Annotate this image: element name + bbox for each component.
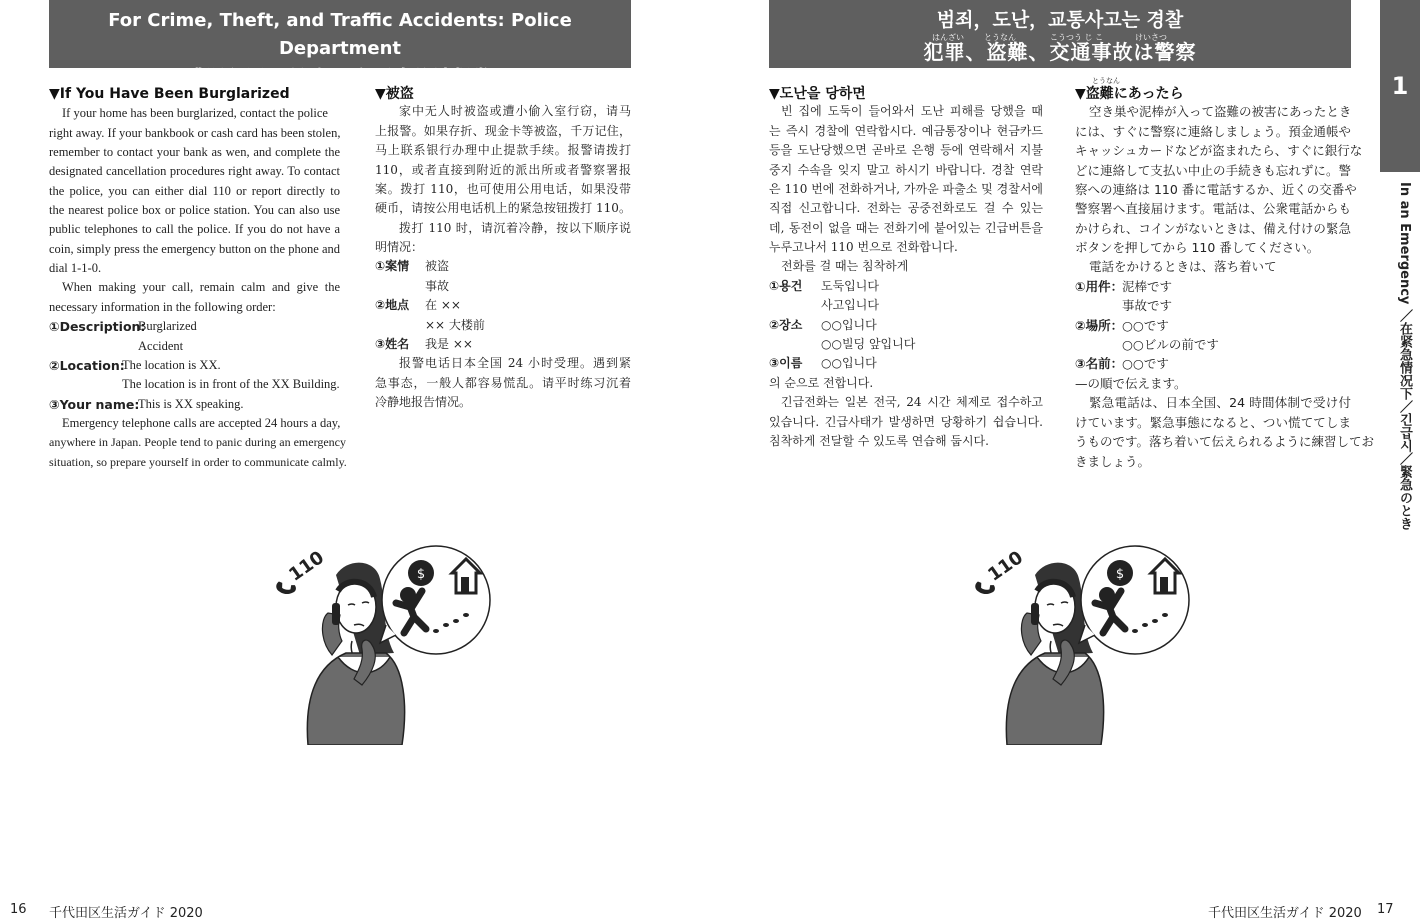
korean-heading: ▼도난을 당하면 (769, 86, 866, 102)
english-item-label: ②Location: (49, 358, 125, 373)
english-line: designated cancellation procedures right away. To contact (49, 164, 340, 178)
japanese-line: 緊急電話は、日本全国、24 時間体制で受け付 (1089, 395, 1351, 410)
korean-line: 은 110 번에 전화하거나, 가까운 파출소 및 경찰서에 (769, 182, 1043, 196)
english-item-value: Accident (138, 339, 184, 353)
japanese-line: うものです。落ち着いて伝えられるように練習してお (1075, 434, 1375, 449)
japanese-line: かけられ、コインがないときは、備え付けの緊急 (1075, 221, 1351, 236)
banner-title-korean: 범죄，도난，교통사고는 경찰 (936, 9, 1184, 31)
japanese-line: 電話をかけるときは、落ち着いて (1089, 259, 1277, 274)
english-item-label: ①Description: (49, 319, 146, 334)
japanese-item-value: ○○です (1122, 318, 1169, 333)
japanese-item-value: 事故です (1122, 298, 1173, 313)
chapter-number: 1 (1391, 72, 1409, 100)
korean-line: 빈 집에 도둑이 들어와서 도난 피해를 당했을 때 (781, 104, 1043, 118)
chinese-line: 案。拨打 110，也可使用公用电话，如果没带 (375, 182, 631, 196)
left-footer-title: 千代田区生活ガイド 2020 (49, 906, 203, 921)
english-line: When making your call, remain calm and give the (62, 280, 340, 294)
english-item-value: The location is XX. (122, 358, 221, 372)
japanese-item-value: ○○ビルの前です (1122, 337, 1219, 352)
korean-item-value: ○○입니다 (821, 356, 877, 370)
japanese-line: には、すぐに警察に連絡しましょう。預金通帳や (1075, 124, 1351, 139)
chapter-vertical-label: In an Emergency ／在紧急情况下／긴급시／緊急のとき (1397, 182, 1412, 530)
japanese-item-label: ①用件： (1075, 279, 1124, 294)
japanese-line: 空き巣や泥棒が入って盗難の被害にあったとき (1089, 104, 1352, 119)
korean-line: 의 순으로 전합니다. (769, 376, 874, 390)
japanese-heading-ruby: とうなん (1092, 77, 1120, 85)
korean-line: 긴급전화는 일본 전국, 24 시간 체제로 접수하고 (781, 395, 1043, 409)
right-banner (769, 0, 1351, 68)
english-line: the nearest police box or police station. You can also use (49, 203, 340, 217)
english-line: remember to contact your bank as wen, and complete the (49, 145, 340, 159)
english-heading: ▼If You Have Been Burglarized (49, 86, 290, 102)
korean-line: 누루고나서 110 번으로 전화합니다. (769, 240, 958, 254)
chinese-heading: ▼被盗 (375, 86, 414, 102)
korean-item-value: 사고입니다 (821, 298, 879, 312)
chinese-line: 明情况： (375, 240, 424, 254)
japanese-line: キャッシュカードなどが盗まれたら、すぐに銀行な (1075, 143, 1363, 158)
left-banner (49, 0, 631, 89)
japanese-line: ボタンを押してから 110 番してください。 (1075, 240, 1320, 255)
svg-text:$: $ (416, 567, 426, 582)
japanese-item-value: ○○です (1122, 356, 1169, 371)
chinese-line: 拨打 110 时，请沉着冷静，按以下顺序说 (399, 221, 631, 235)
chinese-line: 急事态，一般人都容易慌乱。请平时练习沉着 (375, 376, 631, 390)
left-page-number: 16 (10, 902, 27, 917)
korean-line: 침착하게 전달할 수 있도록 연습해 둡시다. (769, 434, 989, 448)
korean-line: 중지 수속을 잊지 말고 하시기 바랍니다. 경찰 연락 (769, 163, 1043, 177)
english-line: necessary information in the following order: (49, 300, 276, 314)
japanese-heading: ▼盗難にあったら (1075, 86, 1184, 102)
banner-ruby-1: はんざい (932, 33, 964, 42)
korean-item-label: ③이름 (769, 356, 803, 370)
chinese-line: 马上联系银行办理中止提款手续。报警请拨打 (375, 143, 631, 157)
japanese-line: 察への連絡は 110 番に電話するか、近くの交番や (1075, 182, 1357, 197)
chinese-line: 报警电话日本全国 24 小时受理。遇到紧 (399, 356, 631, 370)
chinese-line: 硬币，请按公用电话机上的紧急按钮拨打 110。 (375, 201, 631, 215)
korean-line: 데, 동전이 없을 때는 전화기에 붙어있는 긴급버튼을 (769, 221, 1043, 235)
svg-text:$: $ (1115, 567, 1125, 582)
chinese-line: 110，或者直接到附近的派出所或者警察署报 (375, 163, 631, 177)
english-line: situation, so prepare yourself in order to communicate calmly. (49, 455, 347, 469)
korean-item-label: ②장소 (769, 318, 803, 332)
korean-item-value: ○○입니다 (821, 318, 877, 332)
chinese-item-value: 在 ×× (425, 298, 461, 312)
right-footer-title: 千代田区生活ガイド 2020 (1208, 906, 1362, 921)
japanese-item-label: ③名前： (1075, 356, 1124, 371)
chinese-item-label: ②地点 (375, 298, 410, 312)
korean-line: 는 즉시 경찰에 연락합시다. 예금통장이나 현금카드 (769, 124, 1043, 138)
chinese-item-value: 我是 ×× (425, 337, 473, 351)
english-line: public telephones to call the police. If you do not have a (49, 222, 340, 236)
english-line: the police, you can either dial 110 or report directly to (49, 184, 340, 198)
woman-calling-police-image (268, 545, 508, 745)
japanese-line: どに連絡して支払い中止の手続きも忘れずに。警 (1075, 163, 1351, 178)
japanese-line: きましょう。 (1075, 454, 1151, 469)
korean-line: 전화를 걸 때는 침착하게 (781, 259, 909, 273)
woman-calling-police-image (967, 545, 1207, 745)
english-line: coin, simply press the emergency button on the phone and (49, 242, 340, 256)
call-number-text: 110 (984, 547, 1027, 586)
right-page-number: 17 (1377, 902, 1394, 917)
english-line: anywhere in Japan. People tend to panic during an emergency (49, 435, 347, 449)
japanese-line: けています。緊急事態になると、つい慌ててしま (1075, 415, 1351, 430)
english-line: dial 1-1-0. (49, 261, 102, 275)
phone-call-illustration (967, 545, 1207, 745)
banner-ruby-4: けいさつ (1135, 33, 1167, 42)
banner-title-japanese: 犯罪、盗難、交通事故は警察 (923, 40, 1197, 64)
chinese-item-value: ×× 大楼前 (425, 318, 485, 332)
korean-line: 직접 신고합니다. 전화는 공중전화로도 걸 수 있는 (769, 201, 1043, 215)
japanese-item-value: 泥棒です (1122, 279, 1173, 294)
call-number-text: 110 (285, 547, 328, 586)
chinese-item-value: 被盗 (425, 259, 450, 273)
english-item-label: ③Your name: (49, 397, 140, 412)
korean-line: 등을 도난당했으면 곧바로 은행 등에 연락해서 지불 (769, 143, 1043, 157)
banner-ruby-3: こうつう じ こ (1050, 33, 1104, 42)
korean-item-label: ①용건 (769, 279, 803, 293)
banner-title-english: For Crime, Theft, and Traffic Accidents: Police Department (108, 10, 572, 59)
english-line: right away. If your bankbook or cash card has been stolen, (49, 126, 341, 140)
english-line: Emergency telephone calls are accepted 24 hours a day, (62, 416, 341, 430)
korean-line: 있습니다. 긴급사태가 발생하면 당황하기 쉽습니다. (769, 415, 1043, 429)
banner-title-chinese: 遭遇犯罪 · 被盗 · 交通事故请报警 (186, 67, 494, 89)
japanese-line: 警察署へ直接届けます。電話は、公衆電話からも (1075, 201, 1351, 216)
chinese-item-value: 事故 (425, 279, 450, 293)
japanese-line: —の順で伝えます。 (1075, 376, 1187, 391)
chinese-item-label: ①案情 (375, 259, 410, 273)
english-line: If your home has been burglarized, contact the police (62, 106, 328, 120)
english-item-value: This is XX speaking. (138, 397, 244, 411)
chinese-line: 家中无人时被盗或遭小偷入室行窃，请马 (399, 104, 631, 118)
chinese-line: 上报警。如果存折、现金卡等被盗，千万记住， (375, 124, 631, 138)
phone-call-illustration (268, 545, 508, 745)
english-item-value: Burglarized (138, 319, 197, 333)
korean-item-value: 도둑입니다 (821, 279, 879, 293)
japanese-item-label: ②場所： (1075, 318, 1124, 333)
banner-ruby-2: とうなん (984, 33, 1016, 42)
chinese-item-label: ③姓名 (375, 337, 410, 351)
english-item-value: The location is in front of the XX Building. (122, 377, 340, 391)
chinese-line: 冷静地报告情况。 (375, 395, 472, 409)
korean-item-value: ○○빌딩 앞입니다 (821, 337, 916, 351)
